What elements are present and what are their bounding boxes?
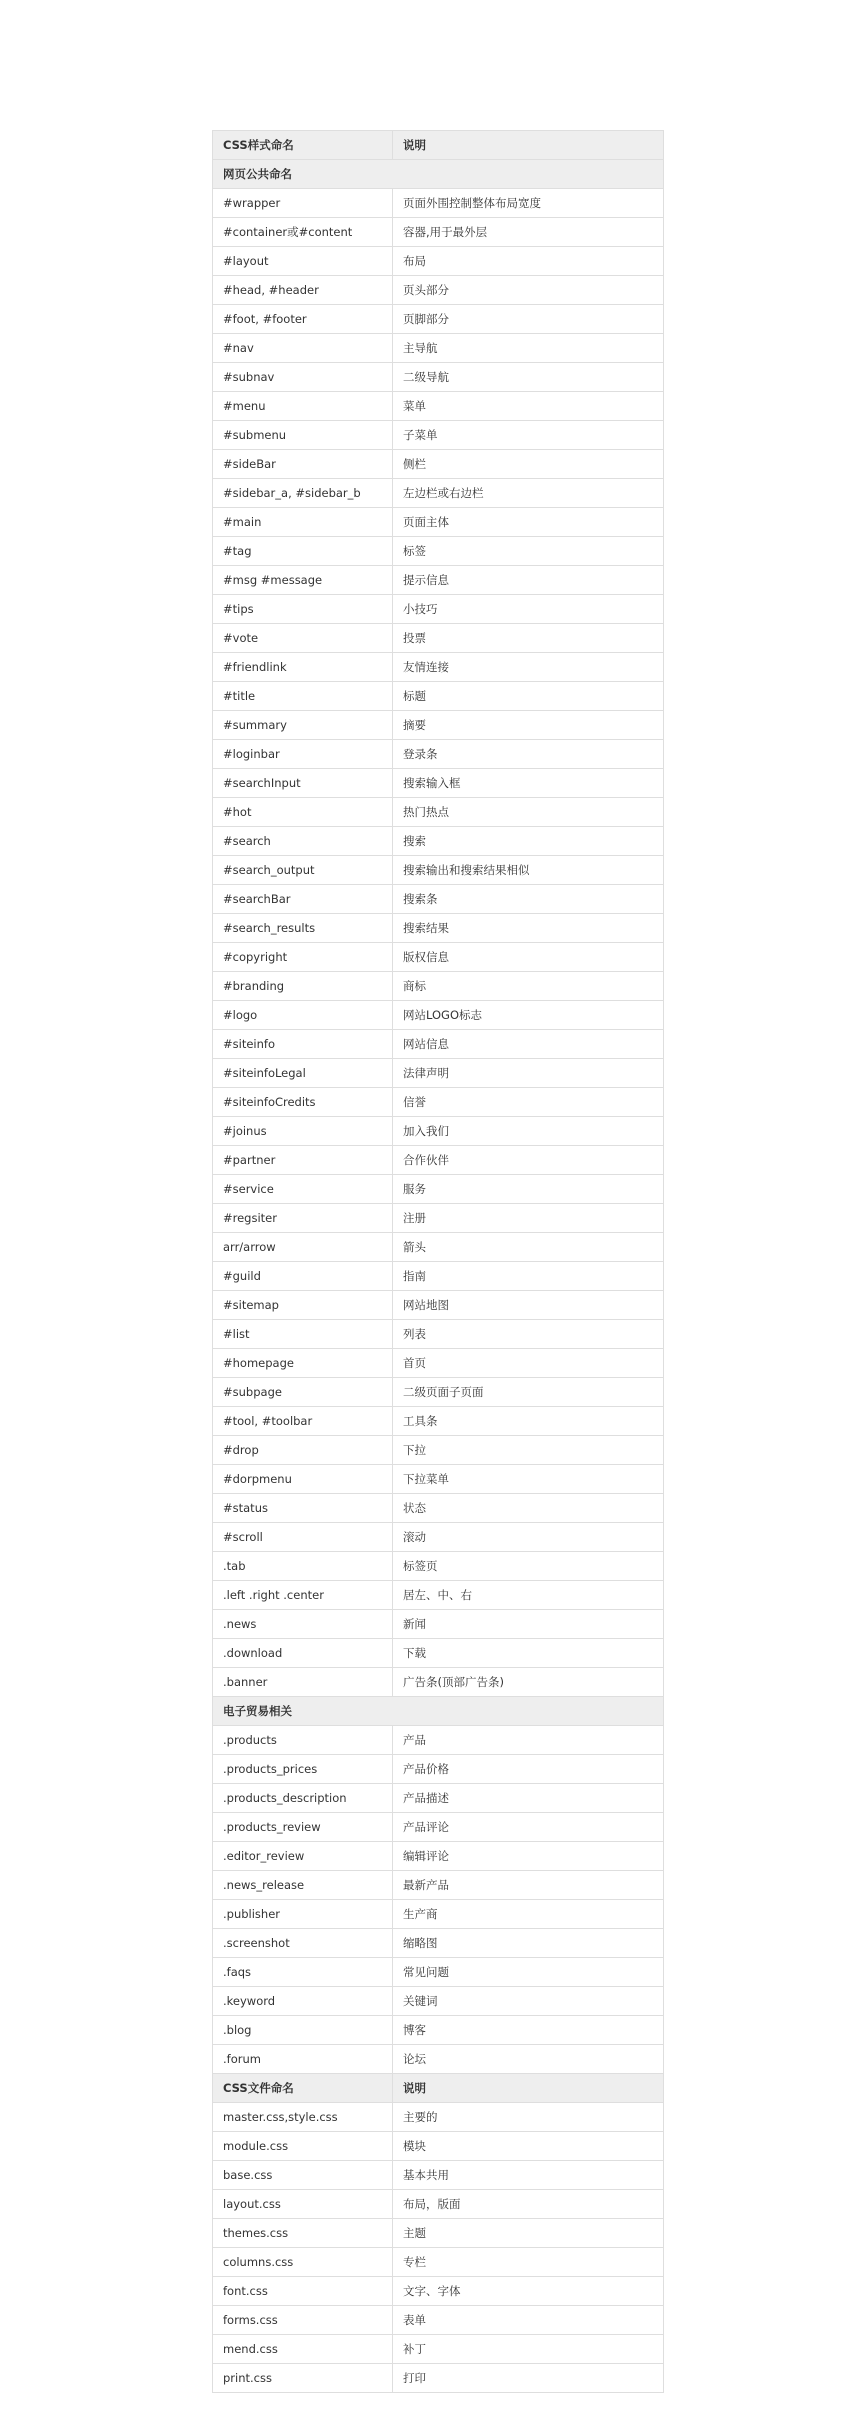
css-name-cell: #status — [213, 1494, 393, 1523]
table-row — [213, 1030, 664, 1059]
css-name-cell: .forum — [213, 2045, 393, 2074]
table-row — [213, 218, 664, 247]
description-cell: 搜索条 — [393, 885, 664, 914]
table-row — [213, 1610, 664, 1639]
css-name-cell: .products — [213, 1726, 393, 1755]
table-row — [213, 1175, 664, 1204]
css-name-cell: #foot, #footer — [213, 305, 393, 334]
css-name-cell: .banner — [213, 1668, 393, 1697]
table-body — [213, 131, 664, 2393]
description-cell: 主导航 — [393, 334, 664, 363]
table-header-row — [213, 131, 664, 160]
description-cell: 搜索输出和搜索结果相似 — [393, 856, 664, 885]
css-name-cell: #vote — [213, 624, 393, 653]
css-name-cell: #regsiter — [213, 1204, 393, 1233]
table-row — [213, 508, 664, 537]
section-row-ecommerce — [213, 1697, 664, 1726]
table-row — [213, 1523, 664, 1552]
css-name-cell: font.css — [213, 2277, 393, 2306]
css-name-cell: #sitemap — [213, 1291, 393, 1320]
description-cell: 状态 — [393, 1494, 664, 1523]
css-name-cell: layout.css — [213, 2190, 393, 2219]
css-name-cell: #siteinfoCredits — [213, 1088, 393, 1117]
table-row — [213, 1233, 664, 1262]
description-cell: 下载 — [393, 1639, 664, 1668]
table-row — [213, 2364, 664, 2393]
css-name-cell: .faqs — [213, 1958, 393, 1987]
description-cell: 博客 — [393, 2016, 664, 2045]
table-row — [213, 798, 664, 827]
css-name-cell: .download — [213, 1639, 393, 1668]
table-row — [213, 1436, 664, 1465]
description-cell: 论坛 — [393, 2045, 664, 2074]
table-row — [213, 1639, 664, 1668]
description-cell: 侧栏 — [393, 450, 664, 479]
table-row — [213, 1146, 664, 1175]
css-name-cell: #copyright — [213, 943, 393, 972]
css-name-cell: #head, #header — [213, 276, 393, 305]
description-cell: 最新产品 — [393, 1871, 664, 1900]
table-row — [213, 276, 664, 305]
header-name-cell: CSS样式命名 — [213, 131, 393, 160]
table-row — [213, 769, 664, 798]
css-name-cell: #main — [213, 508, 393, 537]
table-row — [213, 1987, 664, 2016]
description-cell: 法律声明 — [393, 1059, 664, 1088]
table-row — [213, 392, 664, 421]
css-name-cell: #search — [213, 827, 393, 856]
files-header-row — [213, 2074, 664, 2103]
css-name-cell: #layout — [213, 247, 393, 276]
table-row — [213, 595, 664, 624]
description-cell: 二级导航 — [393, 363, 664, 392]
description-cell: 标签页 — [393, 1552, 664, 1581]
table-row — [213, 1668, 664, 1697]
table-row — [213, 2103, 664, 2132]
css-name-cell: .news_release — [213, 1871, 393, 1900]
css-name-cell: .publisher — [213, 1900, 393, 1929]
table-row — [213, 450, 664, 479]
css-name-cell: .tab — [213, 1552, 393, 1581]
table-row — [213, 1204, 664, 1233]
files-header-name-cell: CSS文件命名 — [213, 2074, 393, 2103]
description-cell: 服务 — [393, 1175, 664, 1204]
css-name-cell: #tool, #toolbar — [213, 1407, 393, 1436]
table-row — [213, 1378, 664, 1407]
description-cell: 摘要 — [393, 711, 664, 740]
css-name-cell: columns.css — [213, 2248, 393, 2277]
description-cell: 二级页面子页面 — [393, 1378, 664, 1407]
css-name-cell: master.css,style.css — [213, 2103, 393, 2132]
css-name-cell: module.css — [213, 2132, 393, 2161]
table-row — [213, 1117, 664, 1146]
css-name-cell: forms.css — [213, 2306, 393, 2335]
description-cell: 版权信息 — [393, 943, 664, 972]
table-row — [213, 2132, 664, 2161]
description-cell: 网站信息 — [393, 1030, 664, 1059]
css-name-cell: #sidebar_a, #sidebar_b — [213, 479, 393, 508]
table-row — [213, 1755, 664, 1784]
table-row — [213, 566, 664, 595]
css-name-cell: #drop — [213, 1436, 393, 1465]
css-name-cell: #list — [213, 1320, 393, 1349]
description-cell: 列表 — [393, 1320, 664, 1349]
css-name-cell: #nav — [213, 334, 393, 363]
css-name-cell: #siteinfo — [213, 1030, 393, 1059]
description-cell: 子菜单 — [393, 421, 664, 450]
description-cell: 新闻 — [393, 1610, 664, 1639]
css-name-cell: #hot — [213, 798, 393, 827]
description-cell: 主题 — [393, 2219, 664, 2248]
css-name-cell: mend.css — [213, 2335, 393, 2364]
description-cell: 产品描述 — [393, 1784, 664, 1813]
description-cell: 页脚部分 — [393, 305, 664, 334]
description-cell: 布局 — [393, 247, 664, 276]
css-name-cell: #siteinfoLegal — [213, 1059, 393, 1088]
table-row — [213, 1900, 664, 1929]
table-row — [213, 682, 664, 711]
table-row — [213, 914, 664, 943]
table-row — [213, 1726, 664, 1755]
css-name-cell: #loginbar — [213, 740, 393, 769]
description-cell: 箭头 — [393, 1233, 664, 1262]
description-cell: 热门热点 — [393, 798, 664, 827]
css-name-cell: #summary — [213, 711, 393, 740]
table-row — [213, 740, 664, 769]
css-name-cell: .left .right .center — [213, 1581, 393, 1610]
table-row — [213, 1842, 664, 1871]
description-cell: 下拉菜单 — [393, 1465, 664, 1494]
css-name-cell: .products_review — [213, 1813, 393, 1842]
table-row — [213, 624, 664, 653]
table-row — [213, 1262, 664, 1291]
description-cell: 补丁 — [393, 2335, 664, 2364]
description-cell: 首页 — [393, 1349, 664, 1378]
table-row — [213, 1088, 664, 1117]
css-name-cell: #sideBar — [213, 450, 393, 479]
css-name-cell: #searchInput — [213, 769, 393, 798]
table-row — [213, 2306, 664, 2335]
css-name-cell: #subnav — [213, 363, 393, 392]
css-name-cell: #wrapper — [213, 189, 393, 218]
css-name-cell: #msg #message — [213, 566, 393, 595]
description-cell: 常见问题 — [393, 1958, 664, 1987]
description-cell: 搜索 — [393, 827, 664, 856]
description-cell: 合作伙伴 — [393, 1146, 664, 1175]
description-cell: 左边栏或右边栏 — [393, 479, 664, 508]
files-header-desc-cell: 说明 — [393, 2074, 664, 2103]
css-name-cell: .news — [213, 1610, 393, 1639]
description-cell: 生产商 — [393, 1900, 664, 1929]
table-row — [213, 421, 664, 450]
description-cell: 注册 — [393, 1204, 664, 1233]
table-row — [213, 1784, 664, 1813]
description-cell: 模块 — [393, 2132, 664, 2161]
table-row — [213, 247, 664, 276]
css-naming-table — [212, 130, 664, 2393]
description-cell: 页面外围控制整体布局宽度 — [393, 189, 664, 218]
description-cell: 指南 — [393, 1262, 664, 1291]
css-name-cell: #branding — [213, 972, 393, 1001]
css-name-cell: #homepage — [213, 1349, 393, 1378]
description-cell: 打印 — [393, 2364, 664, 2393]
table-row — [213, 1552, 664, 1581]
css-name-cell: #container或#content — [213, 218, 393, 247]
css-name-cell: #dorpmenu — [213, 1465, 393, 1494]
css-name-cell: #menu — [213, 392, 393, 421]
table-row — [213, 1494, 664, 1523]
description-cell: 商标 — [393, 972, 664, 1001]
description-cell: 菜单 — [393, 392, 664, 421]
table-row — [213, 2335, 664, 2364]
table-row — [213, 1871, 664, 1900]
description-cell: 网站LOGO标志 — [393, 1001, 664, 1030]
table-row — [213, 2016, 664, 2045]
description-cell: 广告条(顶部广告条) — [393, 1668, 664, 1697]
css-name-cell: #search_output — [213, 856, 393, 885]
description-cell: 编辑评论 — [393, 1842, 664, 1871]
description-cell: 标题 — [393, 682, 664, 711]
description-cell: 提示信息 — [393, 566, 664, 595]
section-title: 网页公共命名 — [213, 160, 664, 189]
css-name-cell: #tag — [213, 537, 393, 566]
table-row — [213, 1349, 664, 1378]
table-row — [213, 1581, 664, 1610]
description-cell: 页面主体 — [393, 508, 664, 537]
css-name-cell: .products_prices — [213, 1755, 393, 1784]
description-cell: 标签 — [393, 537, 664, 566]
css-name-cell: #subpage — [213, 1378, 393, 1407]
table-row — [213, 2219, 664, 2248]
table-row — [213, 972, 664, 1001]
table-row — [213, 479, 664, 508]
table-row — [213, 885, 664, 914]
description-cell: 产品评论 — [393, 1813, 664, 1842]
description-cell: 专栏 — [393, 2248, 664, 2277]
table-row — [213, 1407, 664, 1436]
css-name-cell: base.css — [213, 2161, 393, 2190]
table-row — [213, 1001, 664, 1030]
description-cell: 工具条 — [393, 1407, 664, 1436]
table-row — [213, 1320, 664, 1349]
css-name-cell: #partner — [213, 1146, 393, 1175]
css-name-cell: #submenu — [213, 421, 393, 450]
css-name-cell: themes.css — [213, 2219, 393, 2248]
css-name-cell: #guild — [213, 1262, 393, 1291]
table-row — [213, 1929, 664, 1958]
table-row — [213, 1291, 664, 1320]
css-name-cell: #searchBar — [213, 885, 393, 914]
css-name-cell: arr/arrow — [213, 1233, 393, 1262]
table-row — [213, 334, 664, 363]
css-name-cell: #logo — [213, 1001, 393, 1030]
table-row — [213, 1465, 664, 1494]
css-name-cell: #search_results — [213, 914, 393, 943]
section-title: 电子贸易相关 — [213, 1697, 664, 1726]
css-name-cell: #joinus — [213, 1117, 393, 1146]
description-cell: 下拉 — [393, 1436, 664, 1465]
table-row — [213, 305, 664, 334]
description-cell: 容器,用于最外层 — [393, 218, 664, 247]
css-name-cell: #friendlink — [213, 653, 393, 682]
table-row — [213, 1958, 664, 1987]
table-row — [213, 1813, 664, 1842]
description-cell: 主要的 — [393, 2103, 664, 2132]
description-cell: 布局，版面 — [393, 2190, 664, 2219]
table-row — [213, 856, 664, 885]
description-cell: 信誉 — [393, 1088, 664, 1117]
css-name-cell: #scroll — [213, 1523, 393, 1552]
table-row — [213, 2277, 664, 2306]
table-row — [213, 2248, 664, 2277]
description-cell: 产品 — [393, 1726, 664, 1755]
description-cell: 文字、字体 — [393, 2277, 664, 2306]
table-row — [213, 827, 664, 856]
description-cell: 登录条 — [393, 740, 664, 769]
table-row — [213, 2161, 664, 2190]
table-row — [213, 537, 664, 566]
description-cell: 友情连接 — [393, 653, 664, 682]
css-name-cell: #title — [213, 682, 393, 711]
table-row — [213, 2190, 664, 2219]
description-cell: 关键词 — [393, 1987, 664, 2016]
css-name-cell: .screenshot — [213, 1929, 393, 1958]
css-name-cell: print.css — [213, 2364, 393, 2393]
description-cell: 产品价格 — [393, 1755, 664, 1784]
description-cell: 居左、中、右 — [393, 1581, 664, 1610]
description-cell: 网站地图 — [393, 1291, 664, 1320]
section-row-public — [213, 160, 664, 189]
css-name-cell: .products_description — [213, 1784, 393, 1813]
description-cell: 滚动 — [393, 1523, 664, 1552]
table-row — [213, 189, 664, 218]
css-name-cell: .editor_review — [213, 1842, 393, 1871]
table-row — [213, 2045, 664, 2074]
css-name-cell: .blog — [213, 2016, 393, 2045]
description-cell: 加入我们 — [393, 1117, 664, 1146]
description-cell: 搜索输入框 — [393, 769, 664, 798]
description-cell: 小技巧 — [393, 595, 664, 624]
table-row — [213, 943, 664, 972]
table-row — [213, 363, 664, 392]
css-name-cell: .keyword — [213, 1987, 393, 2016]
table-row — [213, 711, 664, 740]
description-cell: 表单 — [393, 2306, 664, 2335]
description-cell: 搜索结果 — [393, 914, 664, 943]
description-cell: 投票 — [393, 624, 664, 653]
description-cell: 缩略图 — [393, 1929, 664, 1958]
description-cell: 页头部分 — [393, 276, 664, 305]
css-name-cell: #tips — [213, 595, 393, 624]
table-row — [213, 653, 664, 682]
description-cell: 基本共用 — [393, 2161, 664, 2190]
header-desc-cell: 说明 — [393, 131, 664, 160]
table-row — [213, 1059, 664, 1088]
css-name-cell: #service — [213, 1175, 393, 1204]
